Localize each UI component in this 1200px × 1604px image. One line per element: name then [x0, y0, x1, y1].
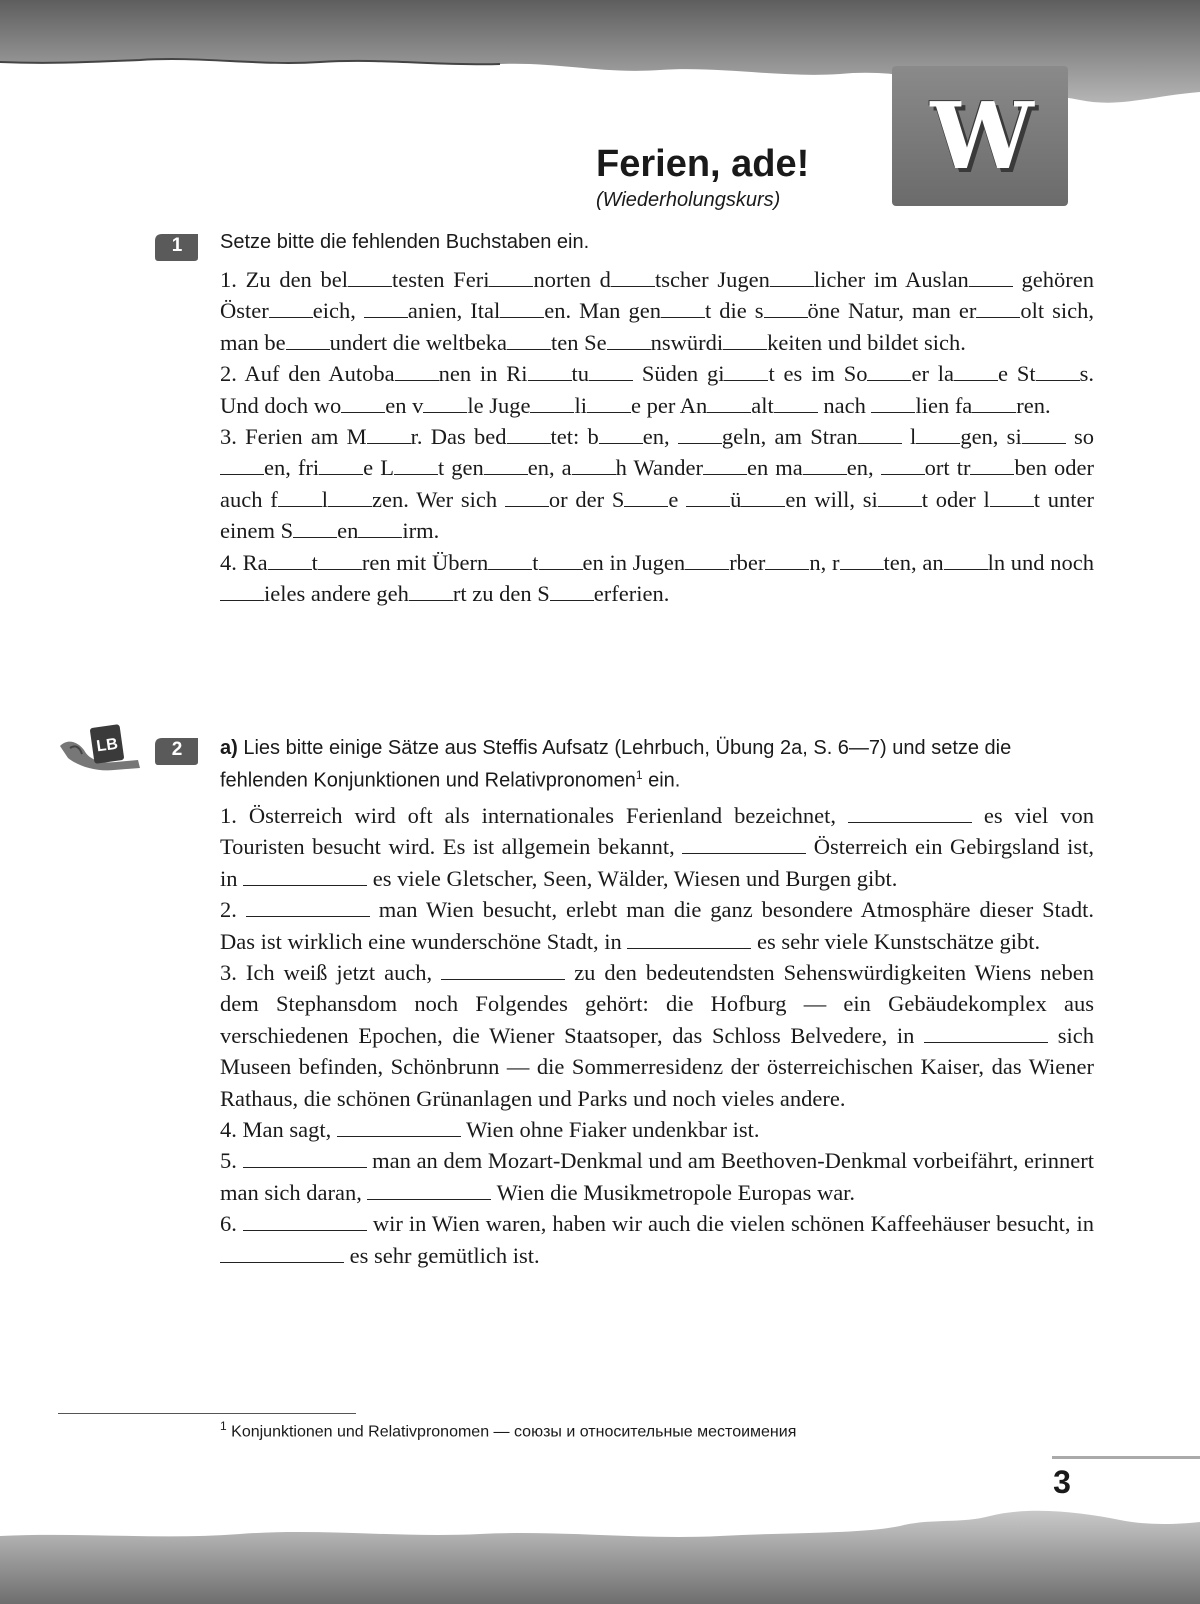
blank-field[interactable]	[507, 331, 551, 350]
blank-field[interactable]	[867, 362, 911, 381]
blank-field[interactable]	[278, 488, 322, 507]
blank-field[interactable]	[627, 930, 751, 949]
blank-field[interactable]	[337, 1118, 461, 1137]
blank-field[interactable]	[243, 1149, 367, 1168]
blank-field[interactable]	[484, 456, 528, 475]
exercise-2-item: 1. Österreich wird oft als internationales Ferienland bezeichnet, es viel von Touristen besucht wird. Es ist allgemein bekannt, Österreich ein Gebirgsland ist, in es viele Gletscher, Seen, Wälder, Wiesen und Burgen gibt.	[220, 803, 1095, 891]
exercise-2-number: 2	[171, 739, 183, 760]
exercise-1-item: 4. Ra t ren mit Übern t en in Jugen rber n, r ten, an ln und noch ieles andere geh rt zu den S erferien.	[220, 549, 1095, 607]
footnote-text: Konjunktionen und Relativpronomen — союзы и относительные местоимения	[231, 1423, 797, 1441]
exercise-1-item: 2. Auf den Autoba nen in Ri tu Süden gi t es im So er la e St s. Und doch wo en v le Juge li e per An alt nach lien fa ren.	[220, 361, 1095, 418]
blank-field[interactable]	[741, 488, 785, 507]
blank-field[interactable]	[685, 551, 729, 570]
exercise-2-instruction-end: ein.	[642, 769, 681, 792]
page-number: 3	[1053, 1464, 1071, 1500]
blank-field[interactable]	[587, 394, 631, 413]
exercise-1-instruction: Setze bitte die fehlenden Buchstaben ein.	[220, 231, 590, 253]
exercise-2-instruction-text: Lies bitte einige Sätze aus Steffis Aufsatz (Lehrbuch, Übung 2a, S. 6—7) und setze die fehlenden Konjunktionen und Relativpronomen	[220, 737, 1012, 792]
footnote	[220, 1419, 796, 1441]
footnote-mark: 1	[220, 1419, 227, 1433]
blank-field[interactable]	[220, 1244, 344, 1263]
page-title: Ferien, ade!	[596, 143, 810, 185]
blank-field[interactable]	[976, 299, 1020, 318]
blank-field[interactable]	[990, 488, 1034, 507]
blank-field[interactable]	[489, 268, 533, 287]
exercise-2-badge	[154, 736, 200, 766]
blank-field[interactable]	[871, 394, 915, 413]
blank-field[interactable]	[328, 488, 372, 507]
blank-field[interactable]	[878, 488, 922, 507]
blank-field[interactable]	[840, 551, 884, 570]
blank-field[interactable]	[441, 961, 565, 980]
page-subtitle: (Wiederholungskurs)	[596, 189, 781, 211]
blank-field[interactable]	[972, 394, 1016, 413]
blank-field[interactable]	[924, 1024, 1048, 1043]
blank-field[interactable]	[528, 362, 572, 381]
blank-field[interactable]	[394, 456, 438, 475]
blank-field[interactable]	[686, 488, 730, 507]
blank-field[interactable]	[764, 299, 808, 318]
blank-field[interactable]	[423, 394, 467, 413]
blank-field[interactable]	[364, 299, 408, 318]
blank-field[interactable]	[409, 582, 453, 601]
blank-field[interactable]	[367, 1181, 491, 1200]
blank-field[interactable]	[243, 867, 367, 886]
blank-field[interactable]	[678, 425, 722, 444]
blank-field[interactable]	[319, 456, 363, 475]
blank-field[interactable]	[500, 299, 544, 318]
blank-field[interactable]	[1022, 425, 1066, 444]
blank-field[interactable]	[765, 551, 809, 570]
blank-field[interactable]	[724, 362, 768, 381]
blank-field[interactable]	[848, 804, 972, 823]
blank-field[interactable]	[395, 362, 439, 381]
exercise-2-item: 5. man an dem Mozart-Denkmal und am Beethoven-Denkmal vorbeifährt, erinnert man sich daran, Wien die Musikmetropole Europas war.	[220, 1148, 1094, 1205]
blank-field[interactable]	[970, 456, 1014, 475]
blank-field[interactable]	[954, 362, 998, 381]
exercise-1-number: 1	[171, 235, 183, 256]
blank-field[interactable]	[269, 299, 313, 318]
blank-field[interactable]	[916, 425, 960, 444]
blank-field[interactable]	[611, 268, 655, 287]
blank-field[interactable]	[507, 425, 551, 444]
exercise-2-instruction	[220, 735, 1095, 795]
blank-field[interactable]	[530, 394, 574, 413]
blank-field[interactable]	[220, 456, 264, 475]
blank-field[interactable]	[858, 425, 902, 444]
blank-field[interactable]	[707, 394, 751, 413]
blank-field[interactable]	[348, 268, 392, 287]
blank-field[interactable]	[599, 425, 643, 444]
exercise-2-text	[220, 800, 1094, 1271]
blank-field[interactable]	[969, 268, 1013, 287]
blank-field[interactable]	[682, 835, 806, 854]
bottom-torn-band	[0, 1504, 1200, 1604]
exercise-1-item: 1. Zu den bel testen Feri norten d tscher Jugen licher im Auslan gehören Öster eich, anien, Ital en. Man gen t die s öne Natur, man er olt sich, man be undert die weltbeka ten Se nswürdi keiten und bildet sich.	[220, 267, 1095, 355]
blank-field[interactable]	[341, 394, 385, 413]
blank-field[interactable]	[661, 299, 705, 318]
exercise-1-badge	[154, 232, 200, 262]
blank-field[interactable]	[723, 331, 767, 350]
blank-field[interactable]	[572, 456, 616, 475]
chapter-letter-badge	[892, 66, 1068, 206]
blank-field[interactable]	[286, 331, 330, 350]
exercise-2-item: 4. Man sagt, Wien ohne Fiaker undenkbar ist.	[220, 1117, 760, 1143]
blank-field[interactable]	[367, 425, 411, 444]
blank-field[interactable]	[550, 582, 594, 601]
lb-icon-label: LB	[95, 735, 119, 756]
exercise-2-item: 6. wir in Wien waren, haben wir auch die vielen schönen Kaffeehäuser besucht, in es sehr gemütlich ist.	[220, 1211, 1095, 1268]
footnote-ref: 1	[635, 768, 643, 782]
exercise-2-item: 2. man Wien besucht, erlebt man die ganz besondere Atmosphäre dieser Stadt. Das ist wirklich eine wunderschöne Stadt, in es sehr viele Kunstschätze gibt.	[220, 897, 1095, 954]
blank-field[interactable]	[505, 488, 549, 507]
blank-field[interactable]	[293, 519, 337, 538]
blank-field[interactable]	[881, 456, 925, 475]
blank-field[interactable]	[539, 551, 583, 570]
blank-field[interactable]	[488, 551, 532, 570]
blank-field[interactable]	[589, 362, 633, 381]
footnote-divider	[58, 1413, 356, 1414]
blank-field[interactable]	[358, 519, 402, 538]
blank-field[interactable]	[703, 456, 747, 475]
exercise-2-item: 3. Ich weiß jetzt auch, zu den bedeutendsten Sehenswürdigkeiten Wiens neben dem Stephansdom noch Folgendes gehört: die Hofburg — ein Gebäudekomplex aus verschiedenen Epochen, die Wiener Staatsoper, das Schloss Belvedere, in sich Museen befinden, Schönbrunn — die Sommerresidenz der österreichischen Kaiser, das Wiener Rathaus, die schönen Grünanlagen und Parks und noch vieles andere.	[220, 960, 1095, 1111]
blank-field[interactable]	[318, 551, 362, 570]
blank-field[interactable]	[770, 268, 814, 287]
blank-field[interactable]	[1036, 362, 1080, 381]
blank-field[interactable]	[774, 394, 818, 413]
chapter-letter: W	[930, 82, 1030, 190]
blank-field[interactable]	[243, 1212, 367, 1231]
blank-field[interactable]	[944, 551, 988, 570]
textbook-lb-icon	[58, 724, 142, 772]
exercise-1-text	[220, 264, 1094, 609]
blank-field[interactable]	[220, 582, 264, 601]
page-number-rule	[1052, 1456, 1200, 1459]
blank-field[interactable]	[803, 456, 847, 475]
blank-field[interactable]	[624, 488, 668, 507]
blank-field[interactable]	[246, 898, 370, 917]
blank-field[interactable]	[268, 551, 312, 570]
exercise-1-item: 3. Ferien am M r. Das bed tet: b en, geln, am Stran l gen, si soen, fri e L t gen en, a h Wander en ma en, ort tr ben oder auch f l zen. Wer sich or der S e ü en will, si t oder l t unter einem S en irm.	[220, 424, 1095, 544]
exercise-2-part-label: a)	[220, 737, 238, 759]
blank-field[interactable]	[607, 331, 651, 350]
